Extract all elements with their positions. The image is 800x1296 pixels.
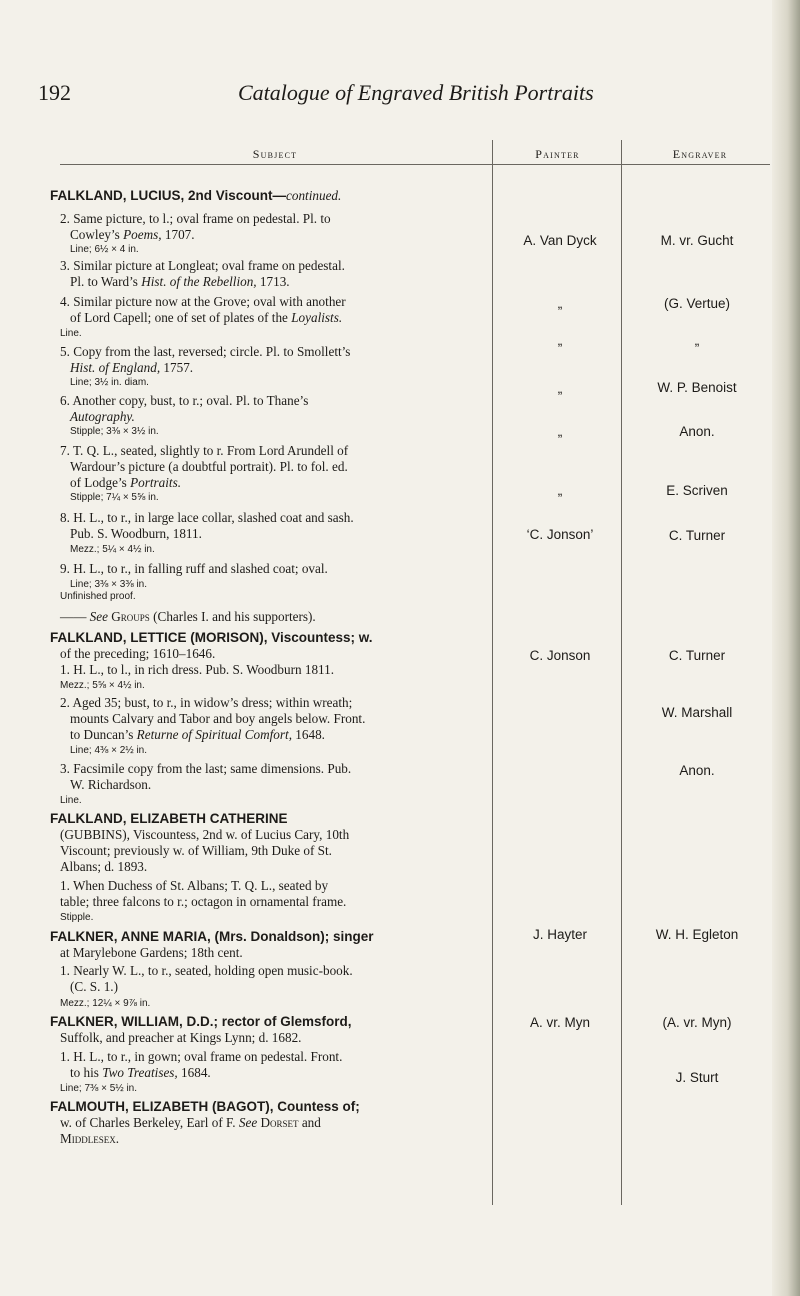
entry-line: [70, 475, 181, 491]
entry-text: Two Treatises,: [102, 1065, 178, 1080]
running-head: [38, 80, 768, 110]
entry-line: [60, 258, 345, 274]
entry-line: [60, 827, 349, 843]
engraver-name: C. Turner: [668, 648, 726, 663]
entry-text: See: [238, 1115, 258, 1130]
painter-name: A. Van Dyck: [523, 233, 597, 248]
entry-text: 1713.: [256, 274, 290, 289]
entry-text: Groups: [107, 609, 150, 624]
entry-text: 2. Same picture, to l.; oval frame on pedestal. Pl. to: [60, 211, 331, 226]
engraver-column-header: Engraver: [672, 147, 728, 161]
entry-line: [60, 793, 82, 809]
painter-name: „: [557, 296, 563, 311]
entry-line: [60, 678, 145, 694]
entry-text: mounts Calvary and Tabor and boy angels below. Front.: [70, 711, 366, 726]
engraver-name: E. Scriven: [666, 483, 728, 498]
entry-text: 1648.: [292, 727, 325, 742]
entry-text: Autography.: [70, 409, 135, 424]
entry-text: continued.: [286, 188, 342, 203]
entry-text: Cowley’s: [70, 227, 124, 242]
entry-text: Middlesex.: [60, 1131, 120, 1146]
entry-line: [70, 490, 159, 506]
entry-text: Line; 4⅜ × 2½ in.: [70, 745, 148, 756]
entry-text: FALKNER, WILLIAM, D.D.; rector of Glemsford,: [50, 1014, 352, 1029]
entry-text: Line; 3⅜ × 3⅜ in.: [70, 579, 148, 590]
entry-text: FALKLAND, ELIZABETH CATHERINE: [50, 811, 288, 826]
entry-line: [70, 1065, 211, 1081]
column-rule-right: [621, 140, 622, 1205]
entry-text: Albans; d. 1893.: [60, 859, 148, 874]
entry-line: [60, 894, 346, 910]
entry-text: Stipple; 3⅜ × 3½ in.: [70, 426, 159, 437]
entry-text: 6. Another copy, bust, to r.; oval. Pl. to Thane’s: [60, 393, 309, 408]
entry-line: [60, 344, 350, 360]
entry-text: 1707.: [161, 227, 195, 242]
engraver-name: W. H. Egleton: [655, 927, 739, 942]
entry-line: [60, 945, 243, 961]
entry-line: [70, 979, 118, 995]
entry-text: FALKLAND, LETTICE (MORISON), Viscountess; w.: [50, 630, 373, 645]
entry-text: Viscount; previously w. of William, 9th Duke of St.: [60, 843, 332, 858]
entry-line: [60, 561, 328, 577]
entry-line: [60, 211, 331, 227]
entry-text: 1. H. L., to r., in gown; oval frame on pedestal. Front.: [60, 1049, 343, 1064]
entry-text: FALKNER, ANNE MARIA, (Mrs. Donaldson); singer: [50, 929, 374, 944]
entry-line: [60, 843, 332, 859]
entry-text: Suffolk, and preacher at Kings Lynn; d. 1682.: [60, 1030, 302, 1045]
entry-line: [60, 393, 308, 409]
painter-column-header: Painter: [535, 147, 580, 161]
entry-text: Pl. to Ward’s: [70, 274, 142, 289]
entry-text: 8. H. L., to r., in large lace collar, slashed coat and sash.: [60, 510, 354, 525]
entry-line: [70, 310, 342, 326]
entry-line: [70, 743, 147, 759]
entry-text: Line.: [60, 328, 82, 339]
entry-line: [60, 695, 352, 711]
entry-line: [70, 375, 149, 391]
entry-line: [70, 227, 195, 243]
entry-text: Stipple; 7¼ × 5⅝ in.: [70, 492, 159, 503]
entry-text: FALKLAND, LUCIUS, 2nd Viscount—: [50, 188, 287, 203]
entry-text: (C. S. 1.): [70, 979, 118, 994]
entry-line: [60, 1115, 321, 1131]
page-edge: [772, 0, 800, 1296]
entry-line: [70, 711, 365, 727]
painter-name: „: [557, 424, 563, 439]
engraver-name: (A. vr. Myn): [662, 1015, 732, 1030]
entry-text: 1. H. L., to l., in rich dress. Pub. S. Woodburn 1811.: [60, 662, 335, 677]
entry-text: Dorset: [257, 1115, 299, 1130]
painter-name: C. Jonson: [529, 648, 591, 663]
engraver-name: (G. Vertue): [663, 296, 731, 311]
entry-line: [60, 443, 348, 459]
painter-name: „: [557, 483, 563, 498]
subject-column-header: Subject: [252, 147, 298, 161]
entry-line: [50, 929, 374, 945]
entry-line: [60, 878, 328, 894]
entry-text: Poems,: [123, 227, 162, 242]
entry-text: at Marylebone Gardens; 18th cent.: [60, 945, 243, 960]
painter-name: „: [557, 333, 563, 348]
entry-text: Loyalists.: [291, 310, 343, 325]
entry-text: ——: [60, 609, 90, 624]
entry-line: [50, 1014, 352, 1030]
entry-text: w. of Charles Berkeley, Earl of F.: [60, 1115, 239, 1130]
entry-line: [50, 188, 341, 204]
entry-line: [60, 326, 82, 342]
entry-text: Line; 6½ × 4 in.: [70, 244, 139, 255]
entry-text: 1684.: [177, 1065, 211, 1080]
entry-text: (GUBBINS), Viscountess, 2nd w. of Lucius Cary, 10th: [60, 827, 350, 842]
entry-line: [60, 1030, 301, 1046]
entry-line: [70, 459, 348, 475]
entry-text: of Lodge’s: [70, 475, 131, 490]
engraver-name: Anon.: [679, 424, 715, 439]
entry-line: [70, 542, 155, 558]
entry-line: [70, 242, 139, 258]
engraver-name: „: [694, 333, 700, 348]
entry-text: Stipple.: [60, 912, 94, 923]
entry-text: 4. Similar picture now at the Grove; oval with another: [60, 294, 346, 309]
painter-name: „: [557, 381, 563, 396]
entry-text: Wardour’s picture (a doubtful portrait). Pl. to fol. ed.: [70, 459, 348, 474]
entry-line: [60, 646, 215, 662]
entry-text: FALMOUTH, ELIZABETH (BAGOT), Countess of;: [50, 1099, 360, 1114]
entry-line: [60, 510, 354, 526]
entry-line: [50, 1099, 360, 1115]
entry-text: Returne of Spiritual Comfort,: [136, 727, 292, 742]
painter-name: A. vr. Myn: [529, 1015, 591, 1030]
entry-text: Line.: [60, 795, 82, 806]
entry-text: Portraits.: [130, 475, 182, 490]
entry-line: [60, 963, 353, 979]
engraver-name: C. Turner: [668, 528, 726, 543]
entry-text: Hist. of England,: [70, 360, 161, 375]
entry-text: 1. When Duchess of St. Albans; T. Q. L., seated by: [60, 878, 329, 893]
entry-text: Pub. S. Woodburn, 1811.: [70, 526, 202, 541]
running-title: Catalogue of Engraved British Portraits: [238, 80, 594, 105]
entry-line: [60, 294, 346, 310]
entry-text: Mezz.; 12¼ × 9⅞ in.: [60, 998, 151, 1009]
engraver-name: M. vr. Gucht: [660, 233, 734, 248]
entry-line: [60, 1049, 342, 1065]
entry-text: W. Richardson.: [70, 777, 152, 792]
entry-text: Hist. of the Rebellion,: [141, 274, 257, 289]
entry-text: 1. Nearly W. L., to r., seated, holding open music-book.: [60, 963, 353, 978]
entry-line: [60, 859, 147, 875]
entry-text: 3. Facsimile copy from the last; same dimensions. Pub.: [60, 761, 352, 776]
entry-text: 2. Aged 35; bust, to r., in widow’s dress; within wreath;: [60, 695, 353, 710]
entry-text: Line; 7⅜ × 5½ in.: [60, 1083, 138, 1094]
entry-line: [60, 662, 334, 678]
entry-line: [70, 274, 290, 290]
entry-line: [60, 1081, 137, 1097]
entry-text: Line; 3½ in. diam.: [70, 377, 149, 388]
entry-line: [60, 996, 150, 1012]
column-rule-left: [492, 140, 493, 1205]
entry-text: to Duncan’s: [70, 727, 137, 742]
engraver-name: J. Sturt: [675, 1070, 719, 1085]
entry-text: Mezz.; 5¼ × 4½ in.: [70, 544, 155, 555]
engraver-name: W. Marshall: [661, 705, 733, 720]
entry-line: [70, 526, 202, 542]
page-number: 192: [38, 80, 71, 105]
entry-text: 9. H. L., to r., in falling ruff and slashed coat; oval.: [60, 561, 328, 576]
entry-text: of the preceding; 1610–1646.: [60, 646, 216, 661]
entry-line: [70, 360, 193, 376]
entry-text: and: [298, 1115, 321, 1130]
entry-line: [60, 910, 93, 926]
entry-text: 7. T. Q. L., seated, slightly to r. From Lord Arundell of: [60, 443, 349, 458]
entry-line: [50, 811, 288, 827]
entry-text: See: [89, 609, 108, 624]
entry-text: to his: [70, 1065, 103, 1080]
entry-text: 1757.: [160, 360, 194, 375]
entry-line: [70, 727, 325, 743]
engraver-name: W. P. Benoist: [657, 380, 737, 395]
painter-name: J. Hayter: [532, 927, 588, 942]
entry-text: (Charles I. and his supporters).: [149, 609, 316, 624]
engraver-name: Anon.: [679, 763, 715, 778]
header-rule: [60, 164, 770, 165]
painter-name: ‘C. Jonson’: [526, 527, 594, 542]
entry-text: of Lord Capell; one of set of plates of the: [70, 310, 292, 325]
entry-text: 3. Similar picture at Longleat; oval frame on pedestal.: [60, 258, 345, 273]
entry-text: Mezz.; 5⅝ × 4½ in.: [60, 680, 145, 691]
entry-line: [70, 409, 135, 425]
entry-text: table; three falcons to r.; octagon in ornamental frame.: [60, 894, 347, 909]
entry-line: [70, 424, 159, 440]
entry-text: Unfinished proof.: [60, 591, 136, 602]
entry-line: [60, 589, 136, 605]
entry-text: 5. Copy from the last, reversed; circle. Pl. to Smollett’s: [60, 344, 351, 359]
entry-line: [60, 1131, 119, 1147]
entry-line: [60, 609, 316, 625]
entry-line: [70, 777, 151, 793]
entry-line: [60, 761, 351, 777]
entry-line: [50, 630, 373, 646]
